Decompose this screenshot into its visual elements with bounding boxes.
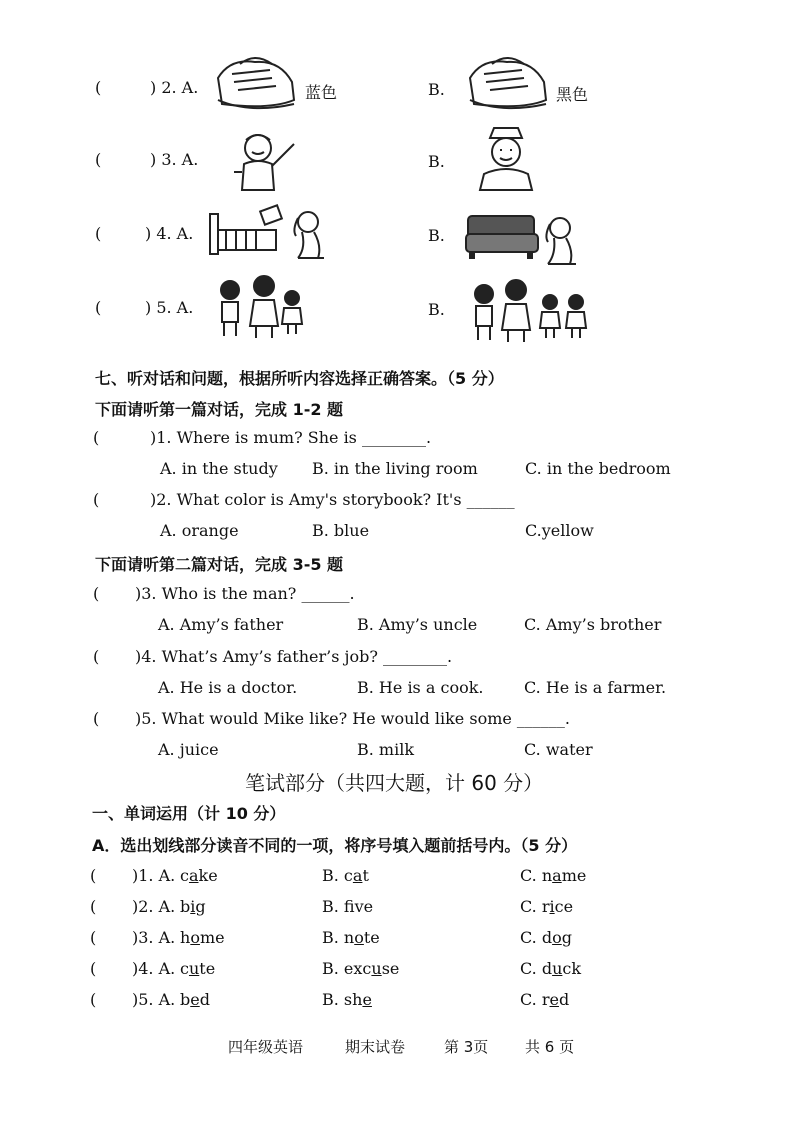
answer-paren[interactable]: ( [95,298,102,317]
footer-total: 共 6 页 [525,1038,575,1056]
question-text: )1. Where is mum? She is ________. [150,428,432,447]
question-text: )4. What’s Amy’s father’s job? ________. [135,647,453,666]
option-c [520,928,572,947]
question-text: )3. Who is the man? ______. [135,584,355,603]
word-part: ke [198,866,218,885]
family-of-three-image [212,270,312,342]
shoes-image-b [462,48,552,120]
answer-paren[interactable]: ( [90,928,97,947]
question-text: )5. What would Mike like? He would like some ______. [135,709,571,728]
option-a [180,866,218,885]
underlined-letter: a [352,866,363,885]
question-text: )2. What color is Amy's storybook? It's ______ [150,490,515,509]
word-part: ve [354,897,374,916]
underlined-letter: i [549,897,555,916]
option-b-label: B. [428,152,445,171]
word-part: B. n [322,928,355,947]
option-c [520,990,569,1009]
option-b: B. Amy’s uncle [357,615,478,634]
underlined-letter: u [188,959,200,978]
family-of-four-image [466,274,596,344]
word-part: h [180,928,191,947]
option-b: B. in the living room [312,459,478,478]
dialogue2-subheading: 下面请听第二篇对话，完成 3-5 题 [95,555,344,574]
word-part: B. c [322,866,353,885]
question-number: ) 3. A. [150,150,199,169]
option-b-label: B. [428,80,445,99]
answer-paren[interactable]: ( [90,866,97,885]
answer-paren[interactable]: ( [95,224,102,243]
answer-paren[interactable]: ( [95,78,102,97]
option-b: B. milk [357,740,415,759]
option-b [322,897,373,916]
option-a [180,897,206,916]
word-part: ck [562,959,582,978]
color-label-a: 蓝色 [305,83,338,102]
option-a: A. He is a doctor. [158,678,298,697]
dialogue1-subheading: 下面请听第一篇对话，完成 1-2 题 [95,400,344,419]
word-part: b [180,990,191,1009]
word-part: C. d [520,928,553,947]
underlined-letter: o [190,928,200,947]
footer-page: 第 3页 [444,1038,489,1056]
underlined-letter: a [552,866,562,885]
footer-subject: 四年级英语 [228,1038,304,1056]
question-number: )5. A. [132,990,176,1009]
word-part: te [363,928,380,947]
option-a: A. juice [158,740,219,759]
option-b [322,990,372,1009]
word-part: me [199,928,225,947]
answer-paren[interactable]: ( [90,990,97,1009]
word-part: g [561,928,572,947]
option-c: C. Amy’s brother [524,615,662,634]
option-b [322,866,369,885]
written-part-title: 笔试部分（共四大题，计 60 分） [245,771,544,795]
word-part: C. r [520,990,550,1009]
footer-exam: 期末试卷 [345,1038,406,1056]
section7-heading: 七、听对话和问题，根据所听内容选择正确答案。（5 分） [95,369,504,388]
option-a [180,959,215,978]
option-c: C. water [524,740,593,759]
word-part: c [180,959,189,978]
question-number: )4. A. [132,959,176,978]
option-b [322,928,380,947]
answer-paren[interactable]: ( [90,897,97,916]
question-number: ) 4. A. [145,224,194,243]
part1-heading: 一、单词运用（计 10 分） [92,804,286,823]
answer-paren[interactable]: ( [93,647,100,666]
option-b-label: B. [428,300,445,319]
teacher-image [232,128,302,194]
answer-paren[interactable]: ( [95,150,102,169]
underlined-letter: u [552,959,563,978]
answer-paren[interactable]: ( [93,584,100,603]
option-b: B. He is a cook. [357,678,484,697]
word-part: B. f [322,897,355,916]
partA-heading: A．选出划线部分读音不同的一项，将序号填入题前括号内。（5 分） [92,836,578,855]
option-b-label: B. [428,226,445,245]
question-number: ) 2. A. [150,78,199,97]
answer-paren[interactable]: ( [93,709,100,728]
option-c: C.yellow [525,521,594,540]
question-number: )2. A. [132,897,176,916]
word-part: B. exc [322,959,372,978]
underlined-letter: i [190,897,196,916]
sofa-and-dog-image [464,204,584,270]
option-a [180,990,210,1009]
word-part: C. r [520,897,550,916]
question-number: ) 5. A. [145,298,194,317]
nurse-image [472,124,542,194]
option-c: C. He is a farmer. [524,678,667,697]
word-part: b [180,897,191,916]
option-c: C. in the bedroom [525,459,671,478]
option-a [180,928,225,947]
underlined-letter: e [362,990,372,1009]
word-part: se [381,959,400,978]
question-number: )3. A. [132,928,176,947]
word-part: d [558,990,570,1009]
bed-and-dog-image [206,200,336,266]
underlined-letter: a [188,866,199,885]
word-part: t [362,866,369,885]
option-a: A. orange [160,521,239,540]
color-label-b: 黑色 [556,85,589,104]
word-part: g [195,897,206,916]
option-c [520,897,573,916]
underlined-letter: u [371,959,382,978]
word-part: C. d [520,959,553,978]
question-number: )1. A. [132,866,176,885]
word-part: ce [554,897,574,916]
answer-paren[interactable]: ( [93,490,100,509]
word-part: c [180,866,189,885]
underlined-letter: e [549,990,559,1009]
word-part: C. n [520,866,553,885]
underlined-letter: e [190,990,200,1009]
shoes-image-a [210,48,300,120]
option-a: A. in the study [160,459,278,478]
word-part: me [561,866,587,885]
underlined-letter: o [354,928,364,947]
underlined-letter: o [552,928,562,947]
option-c [520,866,586,885]
word-part: te [199,959,216,978]
option-a: A. Amy’s father [158,615,284,634]
word-part: d [199,990,210,1009]
option-b: B. blue [312,521,370,540]
answer-paren[interactable]: ( [90,959,97,978]
answer-paren[interactable]: ( [93,428,100,447]
word-part: B. sh [322,990,363,1009]
option-c [520,959,581,978]
option-b [322,959,399,978]
